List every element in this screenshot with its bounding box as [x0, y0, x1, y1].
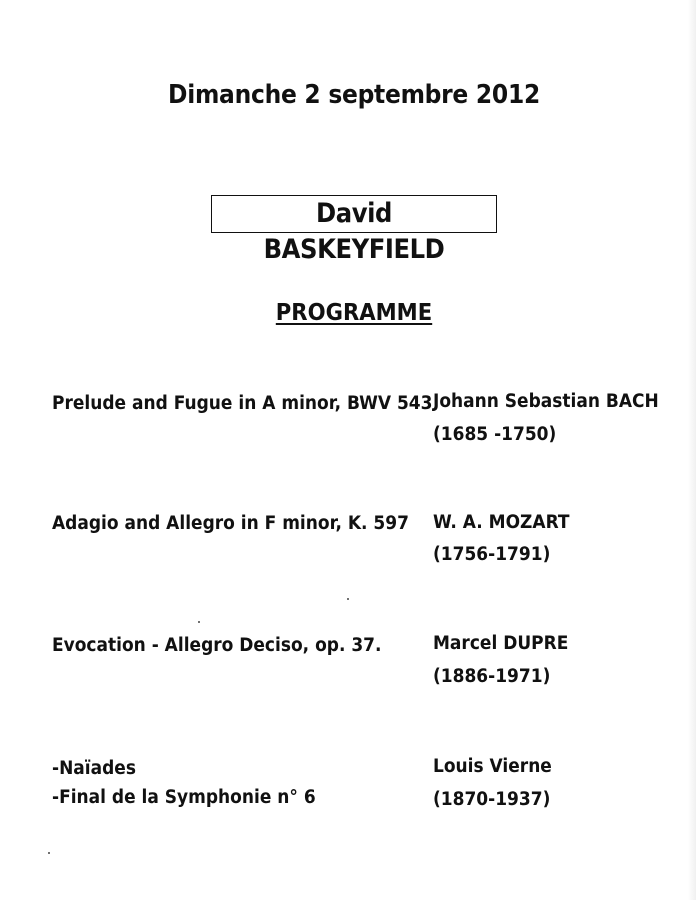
composer-name: Marcel DUPRE: [433, 633, 569, 654]
scan-speck: [198, 621, 200, 623]
piece-title: Prelude and Fugue in A minor, BWV 543: [52, 393, 433, 414]
scan-speck: [347, 598, 349, 600]
composer-name: Johann Sebastian BACH: [433, 391, 659, 412]
composer-dates: (1685 -1750): [433, 424, 557, 445]
programme-title: PROGRAMME: [275, 300, 433, 326]
composer-dates: (1756-1791): [433, 544, 551, 565]
composer-name: W. A. MOZART: [433, 512, 570, 533]
concert-date: Dimanche 2 septembre 2012: [168, 80, 540, 110]
piece-title: Adagio and Allegro in F minor, K. 597: [52, 513, 409, 534]
piece-title: -Naïades: [52, 758, 136, 779]
composer-name: Louis Vierne: [433, 756, 552, 777]
composer-dates: (1870-1937): [433, 789, 551, 810]
scan-edge: [688, 0, 696, 900]
piece-title: Evocation - Allegro Deciso, op. 37.: [52, 635, 382, 656]
piece-title: -Final de la Symphonie n° 6: [52, 787, 316, 808]
performer-name: David BASKEYFIELD: [263, 198, 445, 265]
performer-box: [211, 195, 497, 265]
composer-dates: (1886-1971): [433, 666, 551, 687]
scan-speck: [48, 852, 50, 854]
